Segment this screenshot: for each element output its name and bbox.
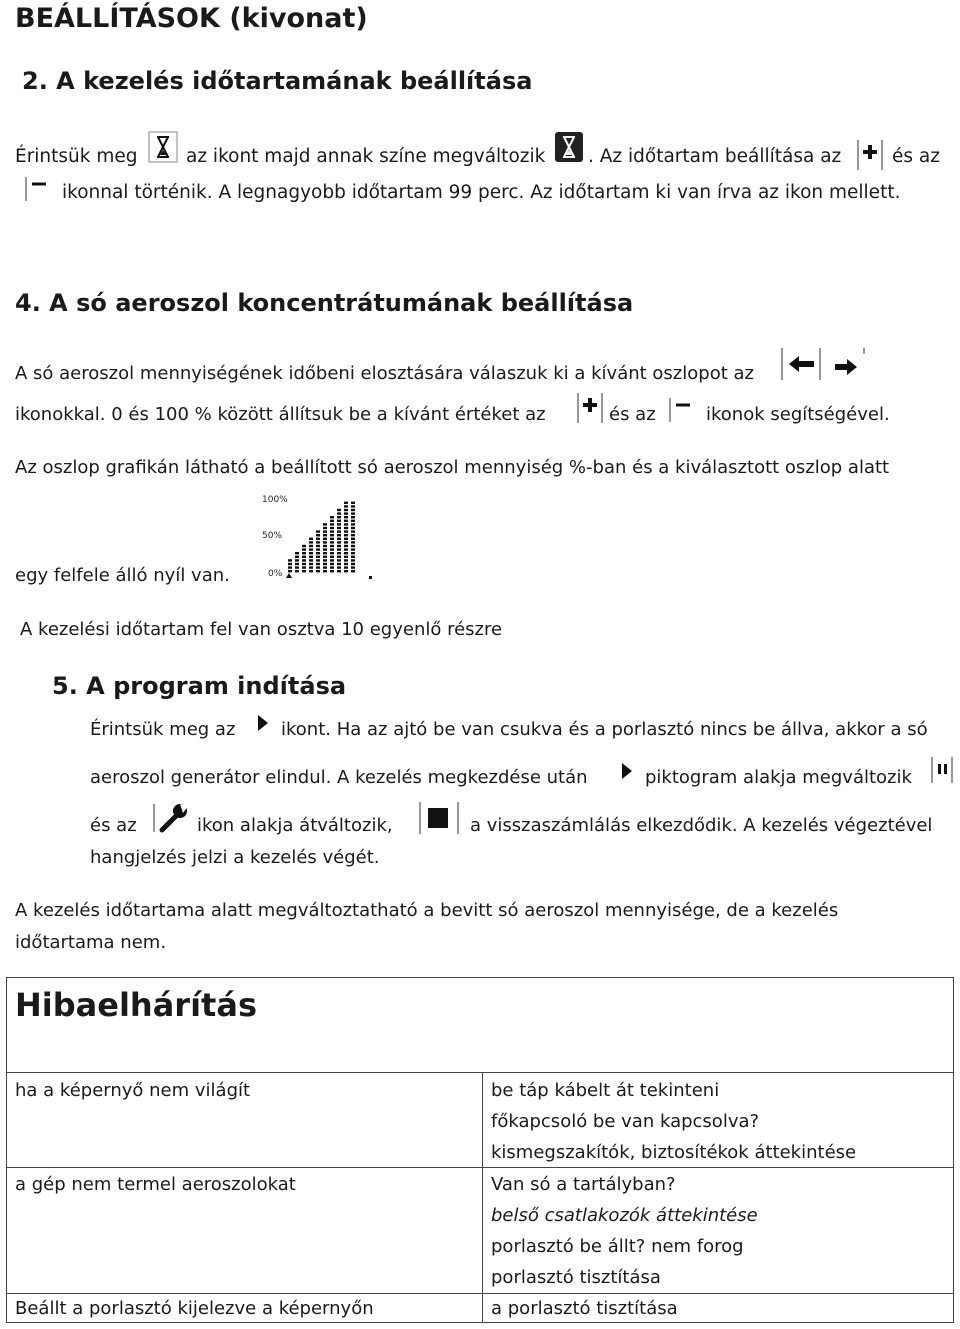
- mini-bar-cell: [323, 548, 327, 550]
- mini-bar-cell: [337, 570, 341, 572]
- problem-cell: ha a képernyő nem világít: [15, 1080, 251, 1101]
- section4-heading: 4. A só aeroszol koncentrátumának beállítása: [15, 289, 634, 317]
- plus-icon[interactable]: [576, 391, 604, 425]
- mini-bar-cell: [302, 566, 306, 568]
- mini-bar-cell: [337, 566, 341, 568]
- mini-bar-chart: [262, 490, 374, 582]
- mini-bar-cell: [330, 520, 334, 522]
- mini-bar-cell: [288, 566, 292, 568]
- solution-cell: kismegszakítók, biztosítékok áttekintése: [491, 1142, 857, 1163]
- arrow-right-icon[interactable]: [830, 346, 866, 384]
- mini-bar-cell: [351, 523, 355, 525]
- mini-bar-cell: [344, 512, 348, 514]
- section5-text: ikont. Ha az ajtó be van csukva és a porlasztó nincs be állva, akkor a só: [281, 719, 928, 740]
- mini-bar-cell: [337, 559, 341, 561]
- mini-bar-cell: [351, 556, 355, 558]
- section4-text: A kezelési időtartam fel van osztva 10 egyenlő részre: [20, 619, 503, 640]
- mini-bar-cell: [344, 566, 348, 568]
- minus-icon[interactable]: [24, 175, 50, 203]
- mini-bar-cell: [351, 509, 355, 511]
- mini-bar-cell: [323, 527, 327, 529]
- mini-bar-cell: [316, 534, 320, 536]
- chart-label-50: 50%: [262, 531, 283, 541]
- mini-bar-cell: [309, 559, 313, 561]
- section5-text: Érintsük meg az: [90, 719, 236, 740]
- mini-bar-cell: [351, 545, 355, 547]
- mini-bar-cell: [302, 552, 306, 554]
- mini-bar-cell: [330, 548, 334, 550]
- mini-bar-cell: [330, 530, 334, 532]
- mini-bar-cell: [330, 556, 334, 558]
- mini-bar-cell: [309, 548, 313, 550]
- mini-bar-cell: [344, 530, 348, 532]
- mini-bar-cell: [316, 552, 320, 554]
- section5-text: aeroszol generátor elindul. A kezelés megkezdése után: [90, 767, 588, 788]
- mini-bar-cell: [323, 530, 327, 532]
- arrow-left-icon[interactable]: [780, 346, 824, 384]
- mini-bar-cell: [344, 502, 348, 504]
- mini-bar-cell: [295, 559, 299, 561]
- mini-bar-cell: [337, 527, 341, 529]
- mini-bar-cell: [351, 563, 355, 565]
- mini-bar-cell: [330, 559, 334, 561]
- selected-column-arrow: [286, 573, 292, 578]
- mini-bar-cell: [302, 559, 306, 561]
- play-icon[interactable]: [255, 712, 271, 734]
- mini-bar-cell: [330, 563, 334, 565]
- mini-bar-cell: [316, 538, 320, 540]
- wrench-icon[interactable]: [152, 800, 194, 836]
- mini-bar-cell: [330, 527, 334, 529]
- mini-bar-cell: [337, 520, 341, 522]
- mini-bar-cell: [351, 530, 355, 532]
- mini-bar-cell: [302, 545, 306, 547]
- minus-icon[interactable]: [668, 396, 694, 424]
- solution-cell: porlasztó be állt? nem forog: [491, 1236, 744, 1257]
- mini-bar-cell: [344, 556, 348, 558]
- mini-bar-cell: [337, 541, 341, 543]
- mini-chart-bars: [288, 502, 355, 573]
- mini-bar-cell: [337, 530, 341, 532]
- mini-bar-cell: [337, 534, 341, 536]
- hourglass-active-icon[interactable]: [554, 131, 586, 165]
- mini-bar-cell: [344, 516, 348, 518]
- section5-text: ikon alakja átváltozik,: [197, 815, 393, 836]
- section5-text: hangjelzés jelzi a kezelés végét.: [90, 847, 380, 868]
- mini-bar-cell: [351, 566, 355, 568]
- mini-bar-cell: [344, 520, 348, 522]
- mini-bar-cell: [323, 545, 327, 547]
- mini-bar-cell: [351, 512, 355, 514]
- mini-bar-cell: [323, 566, 327, 568]
- mini-bar-cell: [351, 520, 355, 522]
- page-title: BEÁLLÍTÁSOK (kivonat): [15, 3, 368, 34]
- mini-bar-cell: [337, 516, 341, 518]
- problem-cell: a gép nem termel aeroszolokat: [15, 1174, 296, 1195]
- mini-bar-cell: [295, 570, 299, 572]
- section2-heading: 2. A kezelés időtartamának beállítása: [22, 67, 533, 95]
- mini-bar-cell: [309, 570, 313, 572]
- section4-text: ikonok segítségével.: [706, 404, 890, 425]
- mini-bar-cell: [316, 556, 320, 558]
- mini-bar-cell: [344, 563, 348, 565]
- mini-bar-cell: [337, 538, 341, 540]
- mini-bar-cell: [288, 570, 292, 572]
- troubleshooting-heading: Hibaelhárítás: [15, 986, 257, 1024]
- problem-cell: Beállt a porlasztó kijelezve a képernyőn: [15, 1298, 374, 1319]
- mini-bar-cell: [295, 566, 299, 568]
- section4-text: Az oszlop grafikán látható a beállított só aeroszol mennyiség %-ban és a kiválasztott oszlop alatt: [15, 457, 890, 478]
- mini-bar-cell: [330, 541, 334, 543]
- solution-cell: főkapcsoló be van kapcsolva?: [491, 1111, 760, 1132]
- mini-bar-cell: [323, 570, 327, 572]
- solution-cell: belső csatlakozók áttekintése: [491, 1205, 758, 1226]
- mini-bar-cell: [309, 563, 313, 565]
- hourglass-icon[interactable]: [148, 131, 178, 163]
- mini-bar-cell: [295, 563, 299, 565]
- mini-bar-cell: [330, 516, 334, 518]
- mini-bar-cell: [351, 534, 355, 536]
- mini-bar-cell: [330, 566, 334, 568]
- mini-bar-cell: [309, 541, 313, 543]
- section4-text: A só aeroszol mennyiségének időbeni elosztására válaszuk ki a kívánt oszlopot az: [15, 363, 754, 384]
- mini-bar-cell: [337, 563, 341, 565]
- mini-bar-cell: [323, 538, 327, 540]
- mini-bar-cell: [337, 512, 341, 514]
- play-icon[interactable]: [619, 760, 635, 782]
- section5-text: piktogram alakja megváltozik: [645, 767, 912, 788]
- mini-bar-cell: [330, 534, 334, 536]
- mini-bar-cell: [330, 538, 334, 540]
- mini-bar-cell: [351, 527, 355, 529]
- section4-text: és az: [609, 404, 656, 425]
- plus-icon[interactable]: [856, 138, 884, 172]
- mini-bar-cell: [309, 556, 313, 558]
- pause-icon[interactable]: [930, 753, 954, 787]
- mini-bar-cell: [337, 548, 341, 550]
- mini-bar-cell: [344, 552, 348, 554]
- mini-bar-cell: [344, 541, 348, 543]
- mini-bar-cell: [323, 556, 327, 558]
- mini-bar-cell: [351, 505, 355, 507]
- mini-bar-cell: [316, 563, 320, 565]
- section2-text: ikonnal történik. A legnagyobb időtartam 99 perc. Az időtartam ki van írva az ikon mellett.: [62, 182, 901, 203]
- mini-bar-cell: [344, 523, 348, 525]
- mini-bar-cell: [351, 570, 355, 572]
- section5-text: és az: [90, 815, 137, 836]
- mini-bar-cell: [351, 502, 355, 504]
- mini-bar-cell: [330, 570, 334, 572]
- mini-bar-cell: [344, 527, 348, 529]
- mini-bar-cell: [323, 552, 327, 554]
- mini-bar-cell: [302, 563, 306, 565]
- mini-bar-cell: [344, 559, 348, 561]
- mini-bar-cell: [337, 545, 341, 547]
- solution-cell: be táp kábelt át tekinteni: [491, 1080, 720, 1101]
- note-text: A kezelés időtartama alatt megváltoztatható a bevitt só aeroszol mennyisége, de a kezelés: [15, 900, 839, 921]
- mini-bar-cell: [288, 559, 292, 561]
- mini-bar-cell: [337, 552, 341, 554]
- mini-bar-cell: [330, 545, 334, 547]
- mini-bar-cell: [323, 559, 327, 561]
- note-text: időtartama nem.: [15, 932, 167, 953]
- mini-bar-cell: [337, 556, 341, 558]
- mini-bar-cell: [316, 566, 320, 568]
- mini-bar-cell: [323, 563, 327, 565]
- section2-text: és az: [892, 146, 940, 167]
- mini-bar-cell: [295, 552, 299, 554]
- mini-bar-cell: [344, 545, 348, 547]
- mini-bar-cell: [295, 556, 299, 558]
- chart-label-100: 100%: [262, 495, 288, 505]
- mini-bar-cell: [344, 570, 348, 572]
- mini-bar-cell: [309, 538, 313, 540]
- chart-label-0: 0%: [268, 569, 283, 579]
- section2-text: . Az időtartam beállítása az: [588, 146, 842, 167]
- mini-bar-cell: [351, 516, 355, 518]
- mini-bar-cell: [344, 548, 348, 550]
- mini-bar-cell: [351, 548, 355, 550]
- mini-bar-cell: [351, 559, 355, 561]
- mini-bar-cell: [302, 556, 306, 558]
- mini-bar-cell: [344, 509, 348, 511]
- mini-bar-cell: [302, 548, 306, 550]
- mini-bar-cell: [309, 566, 313, 568]
- section4-text: ikonokkal. 0 és 100 % között állítsuk be a kívánt értéket az: [15, 404, 546, 425]
- mini-bar-cell: [337, 509, 341, 511]
- mini-bar-cell: [337, 523, 341, 525]
- mini-bar-cell: [316, 570, 320, 572]
- mini-bar-cell: [316, 541, 320, 543]
- mini-bar-cell: [323, 523, 327, 525]
- section5-heading: 5. A program indítása: [52, 672, 347, 700]
- mini-bar-cell: [316, 545, 320, 547]
- solution-cell: porlasztó tisztítása: [491, 1267, 661, 1288]
- mini-bar-cell: [309, 552, 313, 554]
- mini-bar-cell: [330, 552, 334, 554]
- mini-bar-cell: [288, 563, 292, 565]
- mini-bar-cell: [344, 505, 348, 507]
- mini-bar-cell: [316, 559, 320, 561]
- section2-text: az ikont majd annak színe megváltozik: [186, 146, 546, 167]
- section4-text: egy felfele álló nyíl van.: [15, 565, 230, 586]
- solution-cell: a porlasztó tisztítása: [491, 1298, 678, 1319]
- mini-bar-cell: [302, 570, 306, 572]
- stop-icon[interactable]: [418, 800, 462, 838]
- mini-bar-cell: [330, 523, 334, 525]
- mini-bar-cell: [316, 548, 320, 550]
- mini-bar-cell: [344, 534, 348, 536]
- mini-bar-cell: [309, 545, 313, 547]
- mini-bar-cell: [323, 541, 327, 543]
- mini-bar-cell: [344, 538, 348, 540]
- mini-bar-cell: [351, 552, 355, 554]
- solution-cell: Van só a tartályban?: [491, 1174, 676, 1195]
- mini-bar-cell: [351, 538, 355, 540]
- section2-text: Érintsük meg: [15, 146, 138, 167]
- mini-bar-cell: [316, 530, 320, 532]
- mini-bar-cell: [323, 534, 327, 536]
- mini-bar-cell: [351, 541, 355, 543]
- section5-text: a visszaszámlálás elkezdődik. A kezelés végeztével: [470, 815, 933, 836]
